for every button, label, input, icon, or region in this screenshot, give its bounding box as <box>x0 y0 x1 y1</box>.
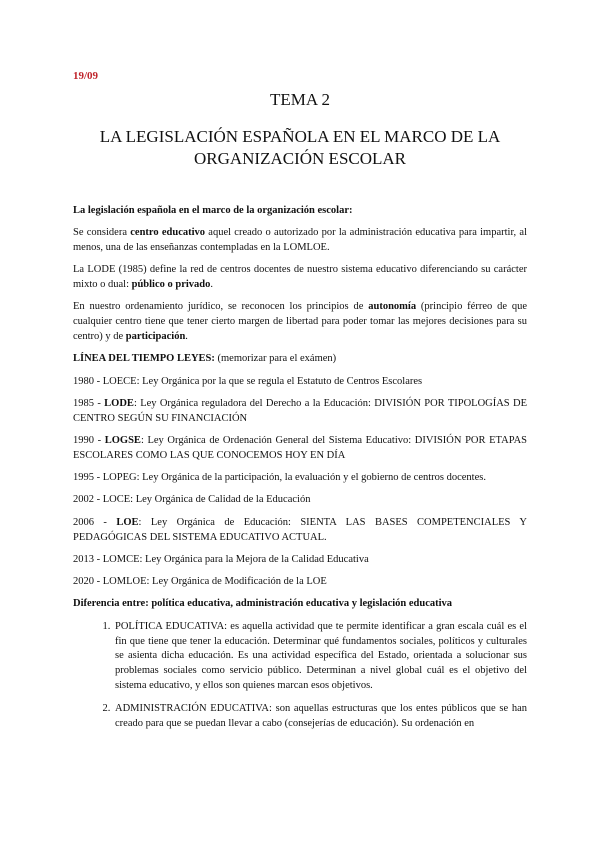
timeline-heading: LÍNEA DEL TIEMPO LEYES: (memorizar para el exámen) <box>73 353 337 365</box>
law-acronym: LOE <box>116 516 139 528</box>
definition-item: 2. ADMINISTRACIÓN EDUCATIVA: son aquellas estructuras que los entes públicos que se han creado para que se puedan llevar a cabo (consejerías de educación). Su ordenación en <box>113 702 527 732</box>
document-page <box>73 70 527 739</box>
paragraph-centro-educativo: Se considera centro educativo aquel creado o autorizado por la administración educativa para impartir, al menos, una de las enseñanzas contempladas en la LOMLOE. <box>73 227 527 254</box>
law-acronym: LOGSE <box>104 435 141 447</box>
timeline-item: 2013 - LOMCE: Ley Orgánica para la Mejora de la Calidad Educativa <box>73 553 369 565</box>
topic-number: TEMA 2 <box>270 90 330 109</box>
law-acronym: LODE <box>104 397 134 409</box>
law-acronym: LOMCE <box>102 553 140 565</box>
paragraph-principios: En nuestro ordenamiento jurídico, se reconocen los principios de autonomía (principio férreo de que cualquier centro tiene que tener cierto margen de libertad para poder tomar las mejores decisiones para su centro) y de participación. <box>73 301 527 343</box>
page-title: LA LEGISLACIÓN ESPAÑOLA EN EL MARCO DE LA ORGANIZACIÓN ESCOLAR <box>99 127 501 168</box>
timeline-item: 2002 - LOCE: Ley Orgánica de Calidad de la Educación <box>73 494 311 506</box>
definitions-list <box>73 620 527 732</box>
paragraph-lode: La LODE (1985) define la red de centros docentes de nuestro sistema educativo diferenciando su carácter mixto o dual: público o privado. <box>73 264 527 291</box>
timeline-item: 2006 - LOE: Ley Orgánica de Educación: SIENTA LAS BASES COMPETENCIALES Y PEDAGÓGICAS DEL SISTEMA EDUCATIVO ACTUAL. <box>73 516 528 543</box>
section-heading-diferencias: Diferencia entre: política educativa, administración educativa y legislación educativa <box>73 598 453 610</box>
timeline-item: 1985 - LODE: Ley Orgánica reguladora del Derecho a la Educación: DIVISIÓN POR TIPOLOGÍAS DE CENTRO SEGÚN SU FINANCIACIÓN <box>73 397 527 424</box>
law-acronym: LOCE <box>102 494 131 506</box>
date-label: 19/09 <box>73 70 99 82</box>
timeline-item: 2020 - LOMLOE: Ley Orgánica de Modificación de la LOE <box>73 576 327 588</box>
timeline-item: 1980 - LOECE: Ley Orgánica por la que se regula el Estatuto de Centros Escolares <box>73 375 423 387</box>
law-acronym: LOPEG <box>102 472 137 484</box>
section-heading: La legislación española en el marco de la organización escolar: <box>73 205 353 216</box>
law-acronym: LOMLOE <box>102 576 147 588</box>
timeline-item: 1990 - LOGSE: Ley Orgánica de Ordenación General del Sistema Educativo: DIVISIÓN POR ETAPAS ESCOLARES COMO LAS QUE CONOCEMOS HOY EN DÍA <box>73 435 527 461</box>
definition-item: 1. POLÍTICA EDUCATIVA: es aquella actividad que te permite identificar a gran escala cuál es el fin que tiene que tener la educación. Determinar qué fundamentos sociales, políticos y culturales se asienta dicha educación. Es una actividad específica del Estado, orientada a solucionar sus problemas sociales como servicio público. Determinan a nivel global cuál es el objetivo del sistema educativo, y ellos son quienes marcan esos objetivos. <box>113 620 527 694</box>
timeline-item: 1995 - LOPEG: Ley Orgánica de la participación, la evaluación y el gobierno de centros docentes. <box>73 472 486 484</box>
law-acronym: LOECE <box>102 375 137 387</box>
timeline-list <box>73 375 527 590</box>
